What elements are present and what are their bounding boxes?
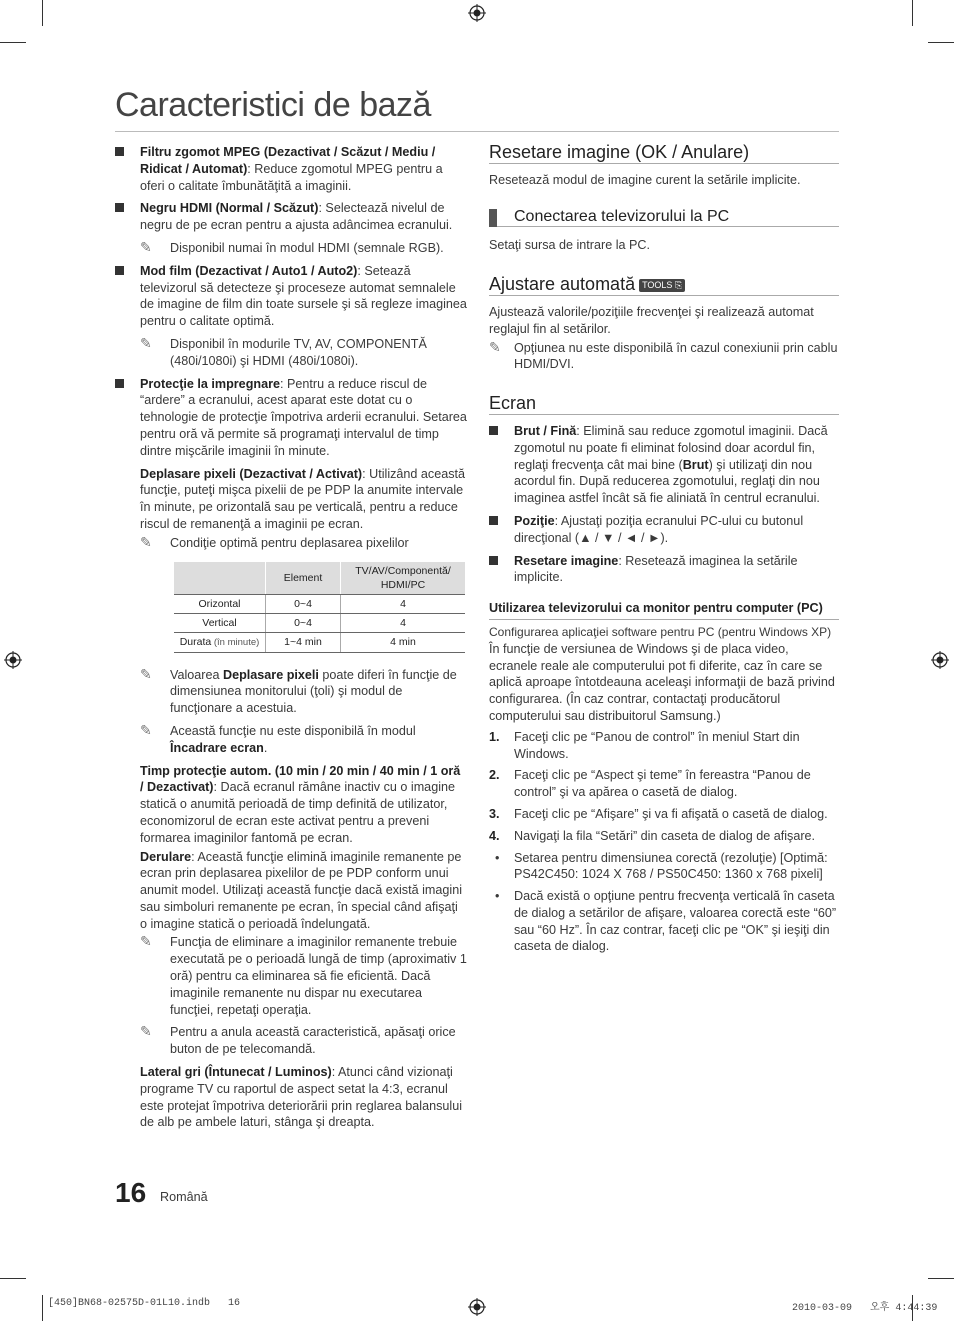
- list-item: [489, 423, 839, 507]
- note: [489, 340, 839, 374]
- sub-text: : Această funcţie elimină imaginile remanente pe ecran prin deplasarea pixelilor de pe PDP conform unui anumit model. Utilizaţi această funcţie dacă există imagini sau simboluri remanente pe ecran, în special când afişaţi o imagine statică o perioadă îndelungată.: [140, 849, 462, 931]
- registration-mark-icon: [931, 651, 949, 669]
- step-number: 2.: [489, 768, 500, 783]
- page-number: 16: [115, 1177, 147, 1208]
- step-text: Faceţi clic pe “Aspect şi teme” în fereastra “Panou de control” şi va apărea o casetă de dialog.: [514, 768, 811, 800]
- crop-mark: [0, 1278, 26, 1279]
- table-header: [174, 562, 266, 595]
- paragraph: Ajustează valorile/poziţiile frecvenţei şi realizează automat reglajul fin al setărilor.: [489, 304, 814, 336]
- sub-paragraph: [140, 849, 467, 933]
- item-text: : Reduce zgomotul MPEG pentru a oferi o calitate îmbunătăţită a imaginii.: [140, 161, 443, 193]
- crop-mark: [0, 42, 26, 43]
- sub-paragraph: [140, 466, 467, 533]
- sub-label: Deplasare pixeli (Dezactivat / Activat): [140, 466, 363, 481]
- row-label: Durata: [179, 635, 212, 648]
- sub-label: Derulare: [140, 849, 192, 864]
- subsection-title: Conectarea televizorului la PC: [514, 207, 730, 225]
- note-bold: Încadrare ecran: [170, 740, 264, 755]
- note-text: Valoarea: [170, 667, 223, 682]
- paragraph: Configurarea aplicaţiei software pentru PC (pentru Windows XP): [489, 624, 832, 639]
- table-cell: 0~4: [266, 613, 341, 632]
- bullet-square-icon: [489, 516, 498, 525]
- item-label: Negru HDMI (Normal / Scăzut): [140, 201, 319, 216]
- section-heading: Ecran: [489, 395, 839, 415]
- item-bold: Brut: [682, 457, 709, 472]
- list-item: [489, 828, 839, 845]
- note: [140, 240, 467, 257]
- note-pencil-icon: ✎: [140, 933, 152, 950]
- heading-bar: [489, 209, 497, 227]
- list-item: [115, 144, 467, 194]
- bullet-square-icon: [115, 379, 124, 388]
- title-divider: [115, 131, 839, 132]
- note-bold: Deplasare pixeli: [222, 667, 319, 682]
- bullet-square-icon: [489, 556, 498, 565]
- item-text: : Resetează imaginea la setările implicite.: [514, 553, 798, 585]
- table-cell: 4: [341, 613, 466, 632]
- table-cell: 1~4 min: [266, 632, 341, 652]
- bullet-dot-icon: •: [495, 850, 500, 865]
- list-item: [115, 376, 467, 460]
- list-item: [489, 850, 839, 884]
- note-pencil-icon: ✎: [489, 338, 501, 355]
- list-item: [489, 513, 839, 547]
- item-text: : Pentru a reduce riscul de “ardere” a ecranului, acest aparat este dotat cu o tehnologie de protecţie împotriva arderii ecranului. Setarea pentru oră vă permite să programaţi intervalul de timp dintre mişcările imaginii în minute.: [140, 376, 467, 458]
- tools-label: TOOLS: [642, 279, 673, 290]
- table-row: [174, 632, 465, 652]
- sub-label: Lateral gri (Întunecat / Luminos): [140, 1065, 332, 1080]
- section-heading: Resetare imagine (OK / Anulare): [489, 144, 839, 164]
- note-text: Opţiunea nu este disponibilă în cazul conexiunii prin cablu HDMI/DVI.: [514, 340, 838, 372]
- crop-mark: [42, 0, 43, 26]
- item-text: Setarea pentru dimensiunea corectă (rezoluţie) [Optimă: PS42C450: 1024 X 768 / PS50C450: 1360 x 768 pixeli]: [514, 850, 828, 882]
- item-text: : Ajustaţi poziţia ecranului PC-ului cu butonul direcţional (▲ / ▼ / ◄ / ►).: [514, 513, 804, 545]
- bullet-square-icon: [115, 203, 124, 212]
- note: [140, 667, 467, 717]
- tools-icon: ⎘: [674, 279, 683, 290]
- step-number: 3.: [489, 806, 500, 821]
- page-title: Caracteristici de bază: [115, 86, 431, 124]
- note-text: Funcţia de eliminare a imaginilor remanente trebuie executată pe o perioadă lungă de timp (aproximativ 1 oră) pentru ca eliminarea să fie eficientă. Dacă imaginile remanente nu dispar nu executarea funcţiei, repetaţi operaţia.: [170, 935, 467, 1017]
- registration-mark-icon: [468, 4, 486, 22]
- list-item: [115, 263, 467, 330]
- crop-mark: [42, 1295, 43, 1321]
- note-pencil-icon: ✎: [140, 238, 152, 255]
- note: [140, 535, 467, 552]
- row-label: Vertical: [202, 616, 237, 629]
- table-row: [174, 613, 465, 632]
- table-cell: [174, 632, 266, 652]
- table-cell: 0~4: [266, 594, 341, 613]
- table-cell: [174, 594, 266, 613]
- list-item: [489, 888, 839, 955]
- item-text: : Elimină sau reduce zgomotul imaginii. Dacă zgomotul nu poate fi eliminat folosind doar acordul fin, reglaţi frecvenţa cât mai bine (: [514, 423, 828, 472]
- note-text: Disponibil în modurile TV, AV, COMPONENTĂ (480i/1080i) şi HDMI (480i/1080i).: [170, 336, 427, 368]
- item-text: : Setează televizorul să detecteze şi proceseze automat semnalele de imagine de film din toate sursele şi să regleze imaginea pentru o calitate optimă.: [140, 263, 467, 329]
- tools-badge: [639, 279, 685, 292]
- list-item: [115, 200, 467, 234]
- print-footer-right: 2010-03-09 오후 4:44:39: [792, 1303, 938, 1314]
- note-text: Condiţie optimă pentru deplasarea pixelilor: [170, 535, 409, 550]
- note-pencil-icon: ✎: [140, 721, 152, 738]
- page-language: Română: [160, 1190, 208, 1204]
- item-label: Filtru zgomot MPEG (Dezactivat / Scăzut / Mediu / Ridicat / Automat): [140, 145, 436, 176]
- note-pencil-icon: ✎: [140, 665, 152, 682]
- note-text: poate diferi în funcţie de dimensiunea monitorului (ţoli) şi modul de funcţionare a acestuia.: [170, 667, 457, 716]
- bullet-dot-icon: •: [495, 889, 500, 904]
- note: [140, 934, 467, 1018]
- right-column: [489, 144, 839, 960]
- item-text: ) şi utilizaţi din nou acordul fin. După reducerea zgomotului, reglaţi din nou imaginea astfel încât să fie aliniată în centrul ecranului.: [514, 457, 820, 506]
- step-text: Navigaţi la fila “Setări” din caseta de dialog de afişare.: [514, 828, 816, 843]
- item-label: Protecţie la impregnare: [140, 376, 280, 391]
- paragraph: În funcţie de versiunea de Windows şi de placa video, ecranele reale ale computerului pot fi diferite, caz în care se aplică aproape întotdeauna aceleaşi informaţii de bază privind configurarea. (În caz contrar, contactaţi producătorul computerului sau distribuitorul Samsung.): [489, 641, 835, 723]
- registration-mark-icon: [468, 1298, 486, 1316]
- subsection-heading: [489, 209, 839, 228]
- paragraph: Setaţi sursa de intrare la PC.: [489, 238, 650, 253]
- crop-mark: [928, 42, 954, 43]
- note-pencil-icon: ✎: [140, 533, 152, 550]
- step-number: 4.: [489, 828, 500, 843]
- subsection-heading: Utilizarea televizorului ca monitor pentru computer (PC): [489, 600, 839, 620]
- step-text: Faceţi clic pe “Panou de control” în meniul Start din Windows.: [514, 729, 800, 761]
- note-text: .: [263, 740, 268, 755]
- crop-mark: [928, 1278, 954, 1279]
- bullet-square-icon: [115, 147, 124, 156]
- sub-text: : Atunci când vizionaţi programe TV cu raportul de aspect setat la 4:3, ecranul este protejat împotriva deteriorării prin reglarea balansului de alb pe ambele laturi, stânga şi dreapta.: [140, 1065, 463, 1130]
- table-cell: 4 min: [341, 632, 466, 652]
- note: [140, 723, 467, 757]
- left-column: [115, 144, 467, 1137]
- note: [140, 336, 467, 370]
- table-header-row: [174, 562, 465, 595]
- print-footer-left: [450]BN68-02575D-01L10.indb 16: [48, 1298, 241, 1309]
- table-header: TV/AV/Componentă/ HDMI/PC: [341, 562, 466, 595]
- note-text: Disponibil numai în modul HDMI (semnale RGB).: [170, 240, 444, 255]
- section-heading: [489, 276, 839, 296]
- note-pencil-icon: ✎: [140, 334, 152, 351]
- paragraph: Resetează modul de imagine curent la setările implicite.: [489, 172, 801, 187]
- row-label-suffix: (în minute): [211, 636, 260, 648]
- row-label: Orizontal: [198, 597, 241, 610]
- pixel-shift-table: [174, 562, 465, 653]
- note-pencil-icon: ✎: [140, 1023, 152, 1040]
- crop-mark: [912, 0, 913, 26]
- bullet-square-icon: [115, 266, 124, 275]
- item-label: Poziţie: [514, 513, 555, 528]
- note-text: Pentru a anula această caracteristică, apăsaţi orice buton de pe telecomandă.: [170, 1025, 456, 1057]
- item-label: Brut / Fină: [514, 423, 577, 438]
- sub-label: Timp protecţie autom. (10 min / 20 min / 40 min / 1 oră / Dezactivat): [140, 763, 461, 795]
- table-cell: [174, 613, 266, 632]
- item-text: Dacă există o opţiune pentru frecvenţa verticală în caseta de dialog a setărilor de afişare, valoarea corectă este “60” sau “60 Hz”. În caz contrar, faceţi clic pe “OK” şi ieşiţi din caseta de dialog.: [514, 889, 837, 954]
- step-number: 1.: [489, 729, 500, 744]
- list-item: [489, 729, 839, 763]
- table-row: [174, 594, 465, 613]
- table-cell: 4: [341, 594, 466, 613]
- item-text: : Selectează nivelul de negru de pe ecran pentru a ajusta adâncimea ecranului.: [140, 201, 453, 233]
- item-label: Mod film (Dezactivat / Auto1 / Auto2): [140, 263, 358, 278]
- registration-mark-icon: [4, 651, 22, 669]
- sub-paragraph: [140, 1064, 467, 1131]
- note-text: Această funcţie nu este disponibilă în modul: [170, 723, 416, 738]
- step-text: Faceţi clic pe “Afişare” şi va fi afişată o casetă de dialog.: [514, 806, 828, 821]
- list-item: [489, 806, 839, 823]
- sub-text: : Dacă ecranul rămâne inactiv cu o imagine statică o anumită perioadă de timp definită de utilizator, economizorul de ecran este activat pentru a preveni formarea imaginilor fantomă pe ecran.: [140, 780, 456, 845]
- bullet-square-icon: [489, 426, 498, 435]
- note: [140, 1024, 467, 1058]
- table-header: Element: [266, 562, 341, 595]
- item-label: Resetare imagine: [514, 553, 619, 568]
- section-title: Ajustare automată: [489, 274, 636, 295]
- list-item: [489, 767, 839, 801]
- sub-text: : Utilizând această funcţie, puteţi mişca pixelii de pe PDP la anumite intervale în minute, pe orizontală sau pe verticală, pentru a reduce riscul de remanenţă a imaginii pe ecran.: [140, 466, 466, 531]
- sub-paragraph: [140, 763, 467, 847]
- list-item: [489, 553, 839, 587]
